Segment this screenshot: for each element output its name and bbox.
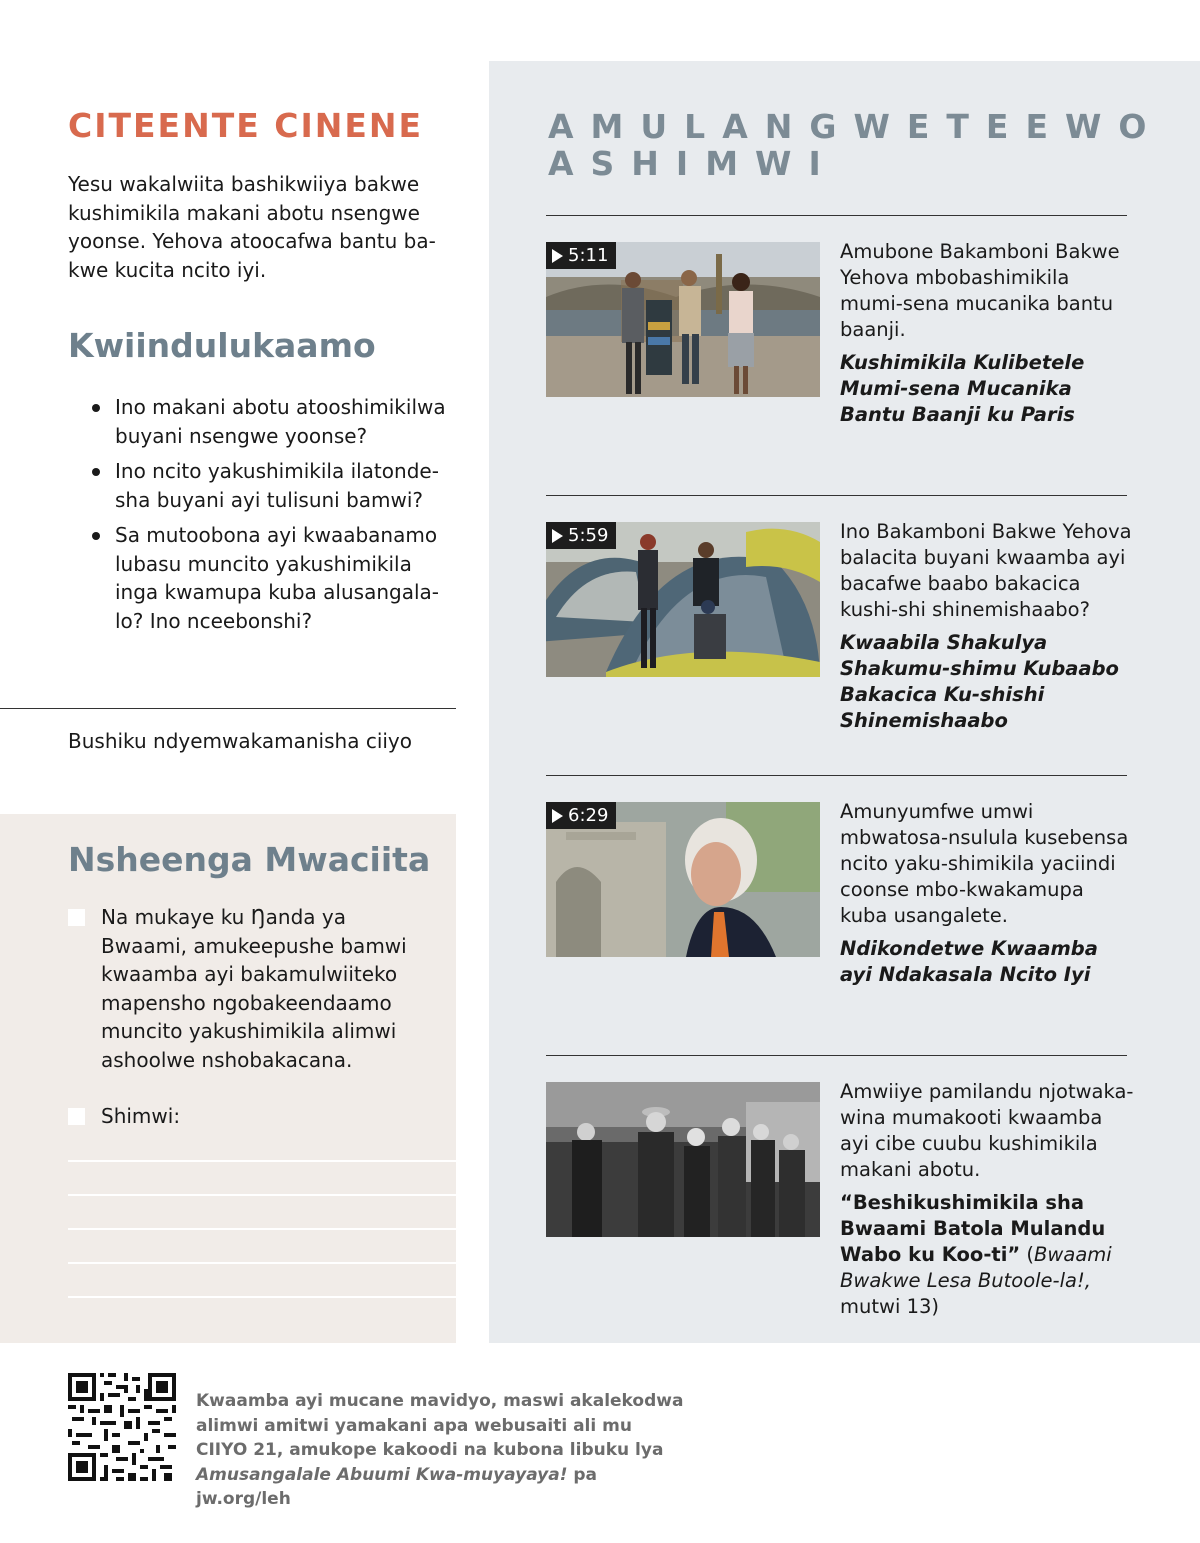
historic-group-photo: [546, 1082, 820, 1237]
divider: [546, 215, 1127, 216]
goal-item-other: Shimwi:: [68, 1102, 438, 1131]
divider: [546, 775, 1127, 776]
video-thumbnail-3[interactable]: [546, 802, 820, 957]
write-in-line[interactable]: [68, 1262, 456, 1264]
write-in-line[interactable]: [68, 1194, 456, 1196]
bullet-icon: [92, 404, 100, 412]
divider: [546, 1055, 1127, 1056]
checkbox-icon[interactable]: [68, 1108, 85, 1125]
list-item: Ino makani abotu atooshimikilwa buyani nsengwe yoonse?: [92, 393, 457, 450]
summary-text: Yesu wakalwiita bashikwiiya bakwe kushimikila makani abotu nsengwe yoonse. Yehova atoocafwa bantu ba-kwe kucita ncito iyi.: [68, 172, 436, 282]
footer-note: Kwaamba ayi mucane mavidyo, maswi akalekodwa alimwi amitwi yamakani apa webusaiti ali mu CIIYO 21, amukope kakoodi na kubona libuku lya Amusangalale Abuumi Kwa-muyayaya! pa jw.org/leh: [196, 1391, 684, 1509]
bullet-icon: [92, 468, 100, 476]
video-duration-badge: 5:59: [546, 522, 616, 549]
article-reference[interactable]: “Beshikushimikila sha Bwaami Batola Mulandu Wabo ku Koo-ti” (Bwaami Bwakwe Lesa Butoole-la!, mutwi 13): [840, 1191, 1112, 1318]
divider: [546, 495, 1127, 496]
divider: [0, 708, 456, 709]
goal-heading: Nsheenga Mwaciita: [68, 840, 431, 879]
video-title-link[interactable]: Kushimikila Kulibetele Mumi-sena Mucanika Bantu Baanji ku Paris: [840, 351, 1085, 426]
video-caption-1: Amubone Bakamboni Bakwe Yehova mbobashimikila mumi-sena mucanika bantu baanji. Kushimikila Kulibetele Mumi-sena Mucanika Bantu Baanji ku Paris: [840, 239, 1135, 428]
qr-code-icon[interactable]: [68, 1373, 176, 1481]
video-caption-3: Amunyumfwe umwi mbwatosa-nsulula kusebensa ncito yaku-shimikila yaciindi coonse mbo-kwakamupa kuba usangalete. Ndikondetwe Kwaamba ayi Ndakasala Ncito Iyi: [840, 799, 1135, 988]
video-duration-badge: 5:11: [546, 242, 616, 269]
bullet-icon: [92, 532, 100, 540]
book-title: Bwaami Bwakwe Lesa Butoole-la!,: [840, 1243, 1112, 1292]
play-icon: [552, 809, 563, 823]
video-thumbnail-1[interactable]: [546, 242, 820, 397]
video-duration-badge: 6:29: [546, 802, 616, 829]
completion-date-label: Bushiku ndyemwakamanisha ciiyo: [68, 729, 413, 753]
video-title-link[interactable]: Ndikondetwe Kwaamba ayi Ndakasala Ncito Iyi: [840, 937, 1098, 986]
explore-heading: AMULANGWETEEWO ASHIMWI: [548, 107, 1164, 183]
article-title: “Beshikushimikila sha Bwaami Batola Mulandu Wabo ku Koo-ti”: [840, 1191, 1106, 1266]
book-title: Amusangalale Abuumi Kwa-muyayaya!: [196, 1464, 568, 1485]
review-heading: Kwiindulukaamo: [68, 326, 376, 365]
write-in-line[interactable]: [68, 1160, 456, 1162]
list-item: Sa mutoobona ayi kwaabanamo lubasu muncito yakushimikila inga kwamupa kuba alusangala-lo? Ino nceebonshi?: [92, 521, 457, 635]
article-caption: Amwiiye pamilandu njotwaka-wina mumakooti kwaamba ayi cibe cuubu kushimikila makani abotu. “Beshikushimikila sha Bwaami Batola Mulandu Wabo ku Koo-ti” (Bwaami Bwakwe Lesa Butoole-la!, mutwi 13): [840, 1080, 1134, 1318]
play-icon: [552, 529, 563, 543]
video-caption-2: Ino Bakamboni Bakwe Yehova balacita buyani kwaamba ayi bacafwe baabo bakacica kushi-shi shinemishaabo? Kwaabila Shakulya Shakumu-shimu Kubaabo Bakacica Ku-shishi Shinemishaabo: [840, 519, 1135, 734]
review-questions: [92, 393, 457, 642]
write-in-line[interactable]: [68, 1228, 456, 1230]
website-link[interactable]: pa jw.org/leh: [196, 1464, 598, 1509]
play-icon: [552, 249, 563, 263]
video-title-link[interactable]: Kwaabila Shakulya Shakumu-shimu Kubaabo Bakacica Ku-shishi Shinemishaabo: [840, 631, 1119, 732]
lesson-summary-heading: CITEENTE CINENE: [68, 106, 424, 145]
list-item: Ino ncito yakushimikila ilatonde-sha buyani ayi tulisuni bamwi?: [92, 457, 457, 514]
video-thumbnail-2[interactable]: [546, 522, 820, 677]
checkbox-icon[interactable]: [68, 909, 85, 926]
article-image[interactable]: [546, 1082, 820, 1237]
write-in-line[interactable]: [68, 1296, 456, 1298]
goal-item: Na mukaye ku Ŋanda ya Bwaami, amukeepushe bamwi kwaamba ayi bakamulwiiteko mapensho ngobakeendaamo muncito yakushimikila alimwi ashoolwe nshobakacana.: [68, 903, 438, 1074]
